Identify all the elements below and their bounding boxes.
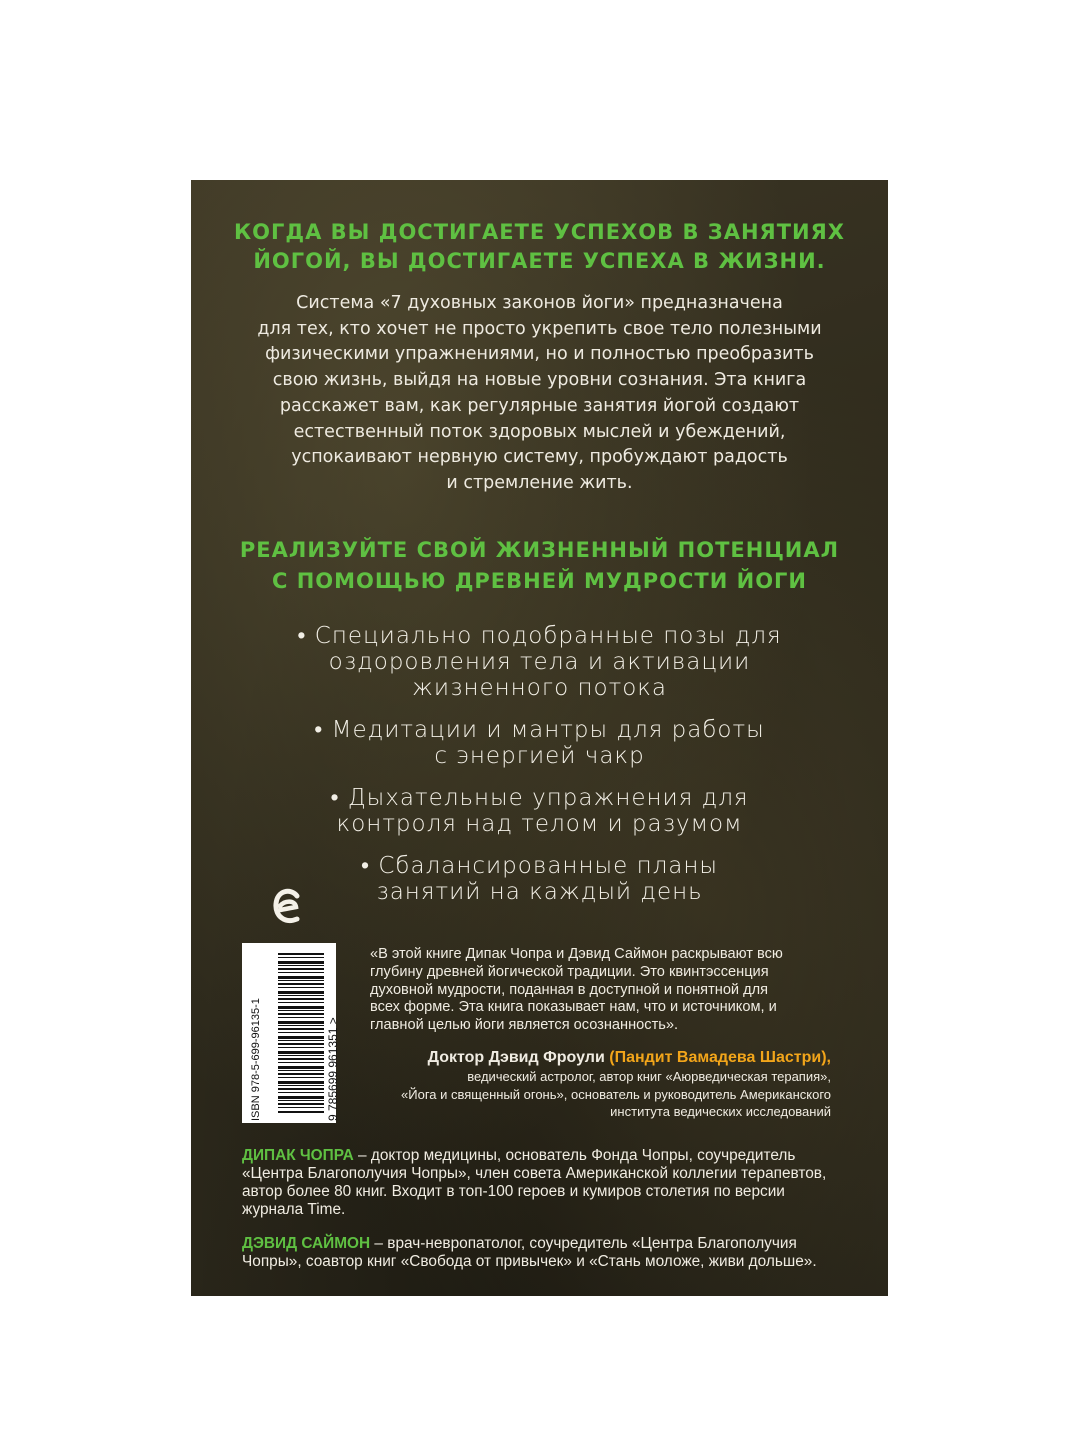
quote-line: всех форме. Эта книга показывает нам, что и источником, и bbox=[370, 999, 777, 1016]
quote-author-role-line: ведический астролог, автор книг «Аюрведическая терапия», bbox=[467, 1069, 831, 1084]
barcode-digits: 9 785699 961351 > bbox=[326, 1017, 340, 1121]
headline-top-line: КОГДА ВЫ ДОСТИГАЕТЕ УСПЕХОВ В ЗАНЯТИЯХ bbox=[234, 220, 845, 244]
review-quote bbox=[370, 946, 850, 1035]
feature-item-line: с энергией чакр bbox=[434, 743, 645, 769]
barcode-bars bbox=[278, 953, 324, 1113]
quote-author-role bbox=[341, 1068, 831, 1121]
bio-author-name: ДИПАК ЧОПРА bbox=[242, 1147, 354, 1164]
description-line: для тех, кто хочет не просто укрепить свое тело полезными bbox=[257, 318, 822, 339]
quote-line: духовной мудрости, поданная в доступной и понятной для bbox=[370, 981, 769, 998]
author-bio-simon bbox=[242, 1235, 852, 1271]
author-bio-chopra bbox=[242, 1147, 852, 1219]
quote-author-role-line: института ведических исследований bbox=[610, 1104, 831, 1119]
quote-line: глубину древней йогической традиции. Это квинтэссенция bbox=[370, 963, 769, 980]
feature-item-line: • Медитации и мантры для работы bbox=[314, 717, 765, 743]
quote-line: «В этой книге Дипак Чопра и Дэвид Саймон раскрывают всю bbox=[370, 946, 783, 962]
description-line: расскажет вам, как регулярные занятия йогой создают bbox=[279, 395, 800, 416]
quote-author-name: Доктор Дэвид Фроули bbox=[427, 1049, 605, 1066]
isbn-text: ISBN 978-5-699-96135-1 bbox=[250, 998, 262, 1121]
bio-first-line: – доктор медицины, основатель Фонда Чопры, соучредитель bbox=[353, 1147, 796, 1164]
description bbox=[221, 291, 858, 497]
feature-item-line: • Дыхательные упражнения для bbox=[330, 785, 749, 811]
quote-attribution bbox=[341, 1048, 831, 1121]
description-line: естественный поток здоровых мыслей и убеждений, bbox=[293, 421, 786, 442]
quote-line: главной целью йоги является осознанность». bbox=[370, 1017, 679, 1034]
bio-line: «Центра Благополучия Чопры», член совета Американской коллегии терапевтов, bbox=[242, 1165, 827, 1182]
description-line: физическими упражнениями, но и полностью преобразить bbox=[265, 344, 814, 365]
bio-first-line: – врач-невропатолог, соучредитель «Центра Благополучия bbox=[370, 1235, 797, 1252]
bio-line bbox=[242, 1235, 852, 1253]
feature-item-line: занятий на каждый день bbox=[376, 879, 703, 905]
description-line: свою жизнь, выйдя на новые уровни сознания. Эта книга bbox=[272, 370, 807, 391]
headline-middle-line: РЕАЛИЗУЙТЕ СВОЙ ЖИЗНЕННЫЙ ПОТЕНЦИАЛ bbox=[239, 538, 840, 562]
bio-line bbox=[242, 1147, 852, 1165]
description-line: Система «7 духовных законов йоги» предназначена bbox=[296, 293, 783, 313]
headline-middle-line: С ПОМОЩЬЮ ДРЕВНЕЙ МУДРОСТИ ЙОГИ bbox=[272, 569, 807, 593]
feature-item-line: • Специально подобранные позы для bbox=[297, 623, 782, 649]
bio-line: Чопры», соавтор книг «Свобода от привычек» и «Стань моложе, живи дольше». bbox=[242, 1253, 817, 1270]
quote-author-alias: (Пандит Вамадева Шастри), bbox=[609, 1049, 831, 1066]
headline-middle bbox=[191, 535, 888, 597]
bio-line: журнала Time. bbox=[242, 1201, 346, 1218]
quote-author-role-line: «Йога и священный огонь», основатель и руководитель Американского bbox=[401, 1086, 831, 1102]
feature-item-line: жизненного потока bbox=[411, 675, 668, 701]
feature-item bbox=[191, 717, 888, 769]
quote-author bbox=[341, 1048, 831, 1068]
description-line: успокаивают нервную систему, пробуждают радость bbox=[291, 447, 788, 468]
bio-author-name: ДЭВИД САЙМОН bbox=[242, 1235, 371, 1252]
book-back-cover bbox=[191, 180, 888, 1296]
description-line: и стремление жить. bbox=[446, 472, 633, 493]
feature-item bbox=[191, 785, 888, 837]
feature-item-line: контроля над телом и разумом bbox=[336, 811, 743, 837]
headline-top-line: ЙОГОЙ, ВЫ ДОСТИГАЕТЕ УСПЕХА В ЖИЗНИ. bbox=[253, 249, 826, 273]
feature-item-line: оздоровления тела и активации bbox=[328, 649, 751, 675]
feature-item bbox=[191, 623, 888, 701]
publisher-logo-icon bbox=[271, 886, 303, 930]
feature-item-line: • Сбалансированные планы bbox=[360, 853, 719, 879]
bio-line: автор более 80 книг. Входит в топ-100 героев и кумиров столетия по версии bbox=[242, 1183, 785, 1200]
barcode bbox=[242, 943, 340, 1123]
headline-top bbox=[191, 218, 888, 276]
